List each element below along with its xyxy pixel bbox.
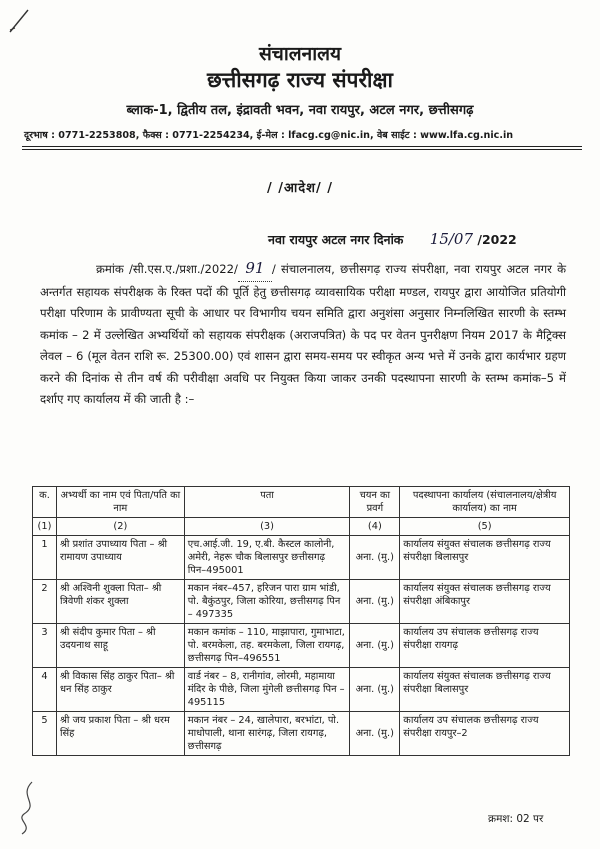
order-body-text: संचालनालय, छत्तीसगढ़ राज्य संपरीक्षा, नवा रायपुर अटल नगर के अन्तर्गत सहायक संपरीक्षक के रिक्त पदों की पूर्ति हेतु छत्तीसगढ़ व्यावसायिक परीक्षा मण्डल, रायपुर द्वारा आयोजित प्रतियोगी परीक्षा परिणाम के प्रावीण्यता सूची के आधार पर विभागीय चयन समिति द्वारा अनुशंसा अनुसार निम्नलिखित सारणी के स्तम्भ कमांक – 2 में उल्लेखित अभ्यर्थियों को सहायक संपरीक्षक (अराजपत्रित) के पद पर वेतन पुनरीक्षण नियम 2017 के मैट्रिक्स लेवल – 6 (मूल वेतन राशि रू. 25300.00) एवं शासन द्वारा समय-समय पर स्वीकृत अन्य भत्ते में उनके द्वारा कार्यभार ग्रहण करने की दिनांक से तीन वर्ष की परीवीक्षा अवधि पर नियुक्त किया जाकर उनकी पदस्थापना सारणी के स्तम्भ कमांक–5 में दर्शाए गए कार्यालय में की जाती है :– <box>40 262 567 406</box>
cell-name: श्री अश्विनी शुक्ला पिता– श्री त्रिवेणी शंकर शुक्ला <box>56 580 184 624</box>
cell-sno: 1 <box>33 536 57 580</box>
header-category: चयन का प्रवर्ग <box>350 487 400 518</box>
table-header-row <box>33 487 570 518</box>
header-office: पदस्थापना कार्यालय (संचालनालय/क्षेत्रीय कार्यालय) का नाम <box>400 487 570 518</box>
order-body: क्रमांक /सी.एस.ए./प्रशा./2022/ 91 / संचालनालय, छत्तीसगढ़ राज्य संपरीक्षा, नवा रायपुर अटल नगर के अन्तर्गत सहायक संपरीक्षक के रिक्त पदों की पूर्ति हेतु छत्तीसगढ़ व्यावसायिक परीक्षा मण्डल, रायपुर द्वारा आयोजित प्रतियोगी परीक्षा परिणाम के प्रावीण्यता सूची के आधार पर विभागीय चयन समिति द्वारा अनुशंसा अनुसार निम्नलिखित सारणी के स्तम्भ कमांक – 2 में उल्लेखित अभ्यर्थियों को सहायक संपरीक्षक (अराजपत्रित) के पद पर वेतन पुनरीक्षण नियम 2017 के मैट्रिक्स लेवल – 6 (मूल वेतन राशि रू. 25300.00) एवं शासन द्वारा समय-समय पर स्वीकृत अन्य भत्ते में उनके द्वारा कार्यभार ग्रहण करने की दिनांक से तीन वर्ष की परीवीक्षा अवधि पर नियुक्त किया जाकर उनकी पदस्थापना सारणी के स्तम्भ कमांक–5 में दर्शाए गए कार्यालय में की जाती है :– <box>40 259 567 406</box>
cell-name: श्री जय प्रकाश पिता – श्री धरम सिंह <box>56 712 184 756</box>
order-number-prefix: क्रमांक <box>96 262 124 276</box>
cell-address: एच.आई.जी. 19, ए.बी. कैस्टल कालोनी, अमेरी, नेहरू चौक बिलासपुर छत्तीसगढ़ पिन–495001 <box>184 536 350 580</box>
header-address: ब्लाक-1, द्वितीय तल, इंद्रावती भवन, नवा रायपुर, अटल नगर, छत्तीसगढ़ <box>126 103 474 118</box>
header-name: अभ्यर्थी का नाम एवं पिता/पति का नाम <box>56 487 184 518</box>
colnum: (5) <box>400 518 570 536</box>
cell-office: कार्यालय संयुक्त संचालक छत्तीसगढ़ राज्य संपरीक्षा बिलासपुर <box>400 668 570 712</box>
order-number-text: /सी.एस.ए./प्रशा./2022/ <box>129 262 238 276</box>
cell-sno: 3 <box>33 624 57 668</box>
cell-address: मकान नंबर–457, हरिजन पारा ग्राम भांडी, पो. बैकुंठपुर, जिला कोरिया, छत्तीसगढ़ पिन – 497335 <box>184 580 350 624</box>
cell-name: श्री विकास सिंह ठाकुर पिता– श्री धन सिंह ठाकुर <box>56 668 184 712</box>
colnum: (3) <box>184 518 350 536</box>
order-number-handwritten: 91 <box>245 259 265 277</box>
cell-category: अना. (मु.) <box>350 624 400 668</box>
pen-squiggle-icon <box>14 778 44 838</box>
table-colnum-row <box>33 518 570 536</box>
colnum: (1) <box>33 518 57 536</box>
header-divider <box>22 146 582 147</box>
table-row <box>33 624 570 668</box>
date-year: /2022 <box>477 232 517 247</box>
header-department: छत्तीसगढ़ राज्य संपरीक्षा <box>206 68 393 92</box>
date-prefix: नवा रायपुर अटल नगर दिनांक <box>268 232 404 247</box>
cell-address: वार्ड नंबर – 8, रानीगांव, लोरमी, महामाया मंदिर के पीछे, जिला मुंगेली छत्तीसगढ़ पिन – 495115 <box>184 668 350 712</box>
colnum: (2) <box>56 518 184 536</box>
header-address: पता <box>184 487 350 518</box>
cell-sno: 5 <box>33 712 57 756</box>
table-row <box>33 536 570 580</box>
cell-address: मकान नंबर – 24, खालेपारा, बरभांटा, पो. माधोपाली, थाना सारंगढ़, जिला रायगढ़, छत्तीसगढ़ <box>184 712 350 756</box>
cell-office: कार्यालय संयुक्त संचालक छत्तीसगढ़ राज्य संपरीक्षा बिलासपुर <box>400 536 570 580</box>
date-handwritten: 15/07 <box>429 230 474 248</box>
cell-sno: 4 <box>33 668 57 712</box>
cell-office: कार्यालय उप संचालक छत्तीसगढ़ राज्य संपरीक्षा रायगढ़ <box>400 624 570 668</box>
cell-category: अना. (मु.) <box>350 712 400 756</box>
header-divider-second <box>22 149 582 150</box>
header-sno: क. <box>33 487 57 518</box>
order-date-line <box>268 230 517 248</box>
cell-category: अना. (मु.) <box>350 536 400 580</box>
cell-address: मकान कमांक – 110, माझापारा, गुमाभाटा, पो. बरमकेला, तह. बरमकेला, जिला रायगढ़, छत्तीसगढ़ पिन–496551 <box>184 624 350 668</box>
continued-note: क्रमश: 02 पर <box>488 813 544 825</box>
colnum: (4) <box>350 518 400 536</box>
order-number-blank <box>238 258 272 282</box>
table-row <box>33 580 570 624</box>
appointment-table <box>32 486 570 756</box>
header-directorate: संचालनालय <box>258 43 342 65</box>
cell-sno: 2 <box>33 580 57 624</box>
pen-mark-icon <box>6 6 36 36</box>
cell-office: कार्यालय उप संचालक छत्तीसगढ़ राज्य संपरीक्षा रायपुर–2 <box>400 712 570 756</box>
table-row <box>33 668 570 712</box>
cell-category: अना. (मु.) <box>350 580 400 624</box>
cell-name: श्री संदीप कुमार पिता – श्री उदयनाथ साहू <box>56 624 184 668</box>
table-row <box>33 712 570 756</box>
header-contact: दूरभाष : 0771-2253808, फैक्स : 0771-2254234, ई-मेल : lfacg.cg@nic.in, वेब साईट : www.lfa.cg.nic.in <box>24 130 514 141</box>
cell-office: कार्यालय संयुक्त संचालक छत्तीसगढ़ राज्य संपरीक्षा अंबिकापुर <box>400 580 570 624</box>
cell-category: अना. (मु.) <box>350 668 400 712</box>
cell-name: श्री प्रशांत उपाध्याय पिता – श्री रामायण उपाध्याय <box>56 536 184 580</box>
order-title: / /आदेश/ / <box>266 181 334 196</box>
